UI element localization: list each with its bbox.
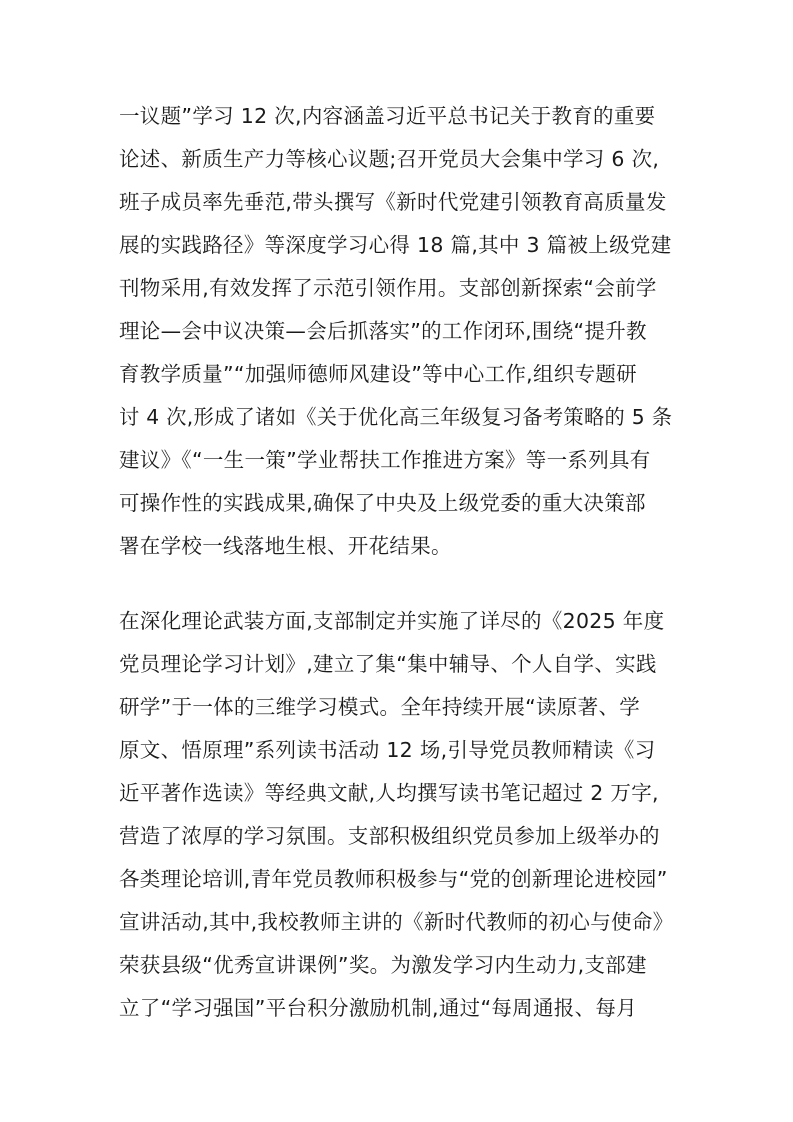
text-line: 研学”于一体的三维学习模式。全年持续开展“读原著、学 <box>119 695 641 719</box>
text-line: 近平著作选读》等经典文献,人均撰写读书笔记超过 2 万字, <box>119 781 659 805</box>
text-line: 原文、悟原理”系列读书活动 12 场,引导党员教师精读《习 <box>119 738 656 762</box>
text-line: 荣获县级“优秀宣讲课例”奖。为激发学习内生动力,支部建 <box>119 953 647 977</box>
text-line: 各类理论培训,青年党员教师积极参与“党的创新理论进校园” <box>119 867 668 891</box>
text-line: 在深化理论武装方面,支部制定并实施了详尽的《2025 年度 <box>119 609 665 633</box>
text-line: 班子成员率先垂范,带头撰写《新时代党建引领教育高质量发 <box>119 190 667 214</box>
text-line: 营造了浓厚的学习氛围。支部积极组织党员参加上级举办的 <box>119 824 660 848</box>
text-line: 育教学质量”“加强师德师风建设”等中心工作,组织专题研 <box>119 362 637 386</box>
text-line: 刊物采用,有效发挥了示范引领作用。支部创新探索“会前学 <box>119 276 657 300</box>
text-line: 展的实践路径》等深度学习心得 18 篇,其中 3 篇被上级党建 <box>119 233 672 257</box>
text-line: 署在学校一线落地生根、开花结果。 <box>119 534 452 558</box>
text-line: 理论—会中议决策—会后抓落实”的工作闭环,围绕“提升教 <box>119 319 647 343</box>
text-line: 党员理论学习计划》,建立了集“集中辅导、个人自学、实践 <box>119 652 657 676</box>
text-line: 宣讲活动,其中,我校教师主讲的《新时代教师的初心与使命》 <box>119 910 674 934</box>
text-line: 论述、新质生产力等核心议题;召开党员大会集中学习 6 次, <box>119 147 660 171</box>
text-line: 讨 4 次,形成了诸如《关于优化高三年级复习备考策略的 5 条 <box>119 405 673 429</box>
text-line: 建议》《“一生一策”学业帮扶工作推进方案》等一系列具有 <box>119 448 651 472</box>
text-line: 一议题”学习 12 次,内容涵盖习近平总书记关于教育的重要 <box>119 104 656 128</box>
text-line: 可操作性的实践成果,确保了中央及上级党委的重大决策部 <box>119 491 646 515</box>
text-line: 立了“学习强国”平台积分激励机制,通过“每周通报、每月 <box>119 996 637 1020</box>
